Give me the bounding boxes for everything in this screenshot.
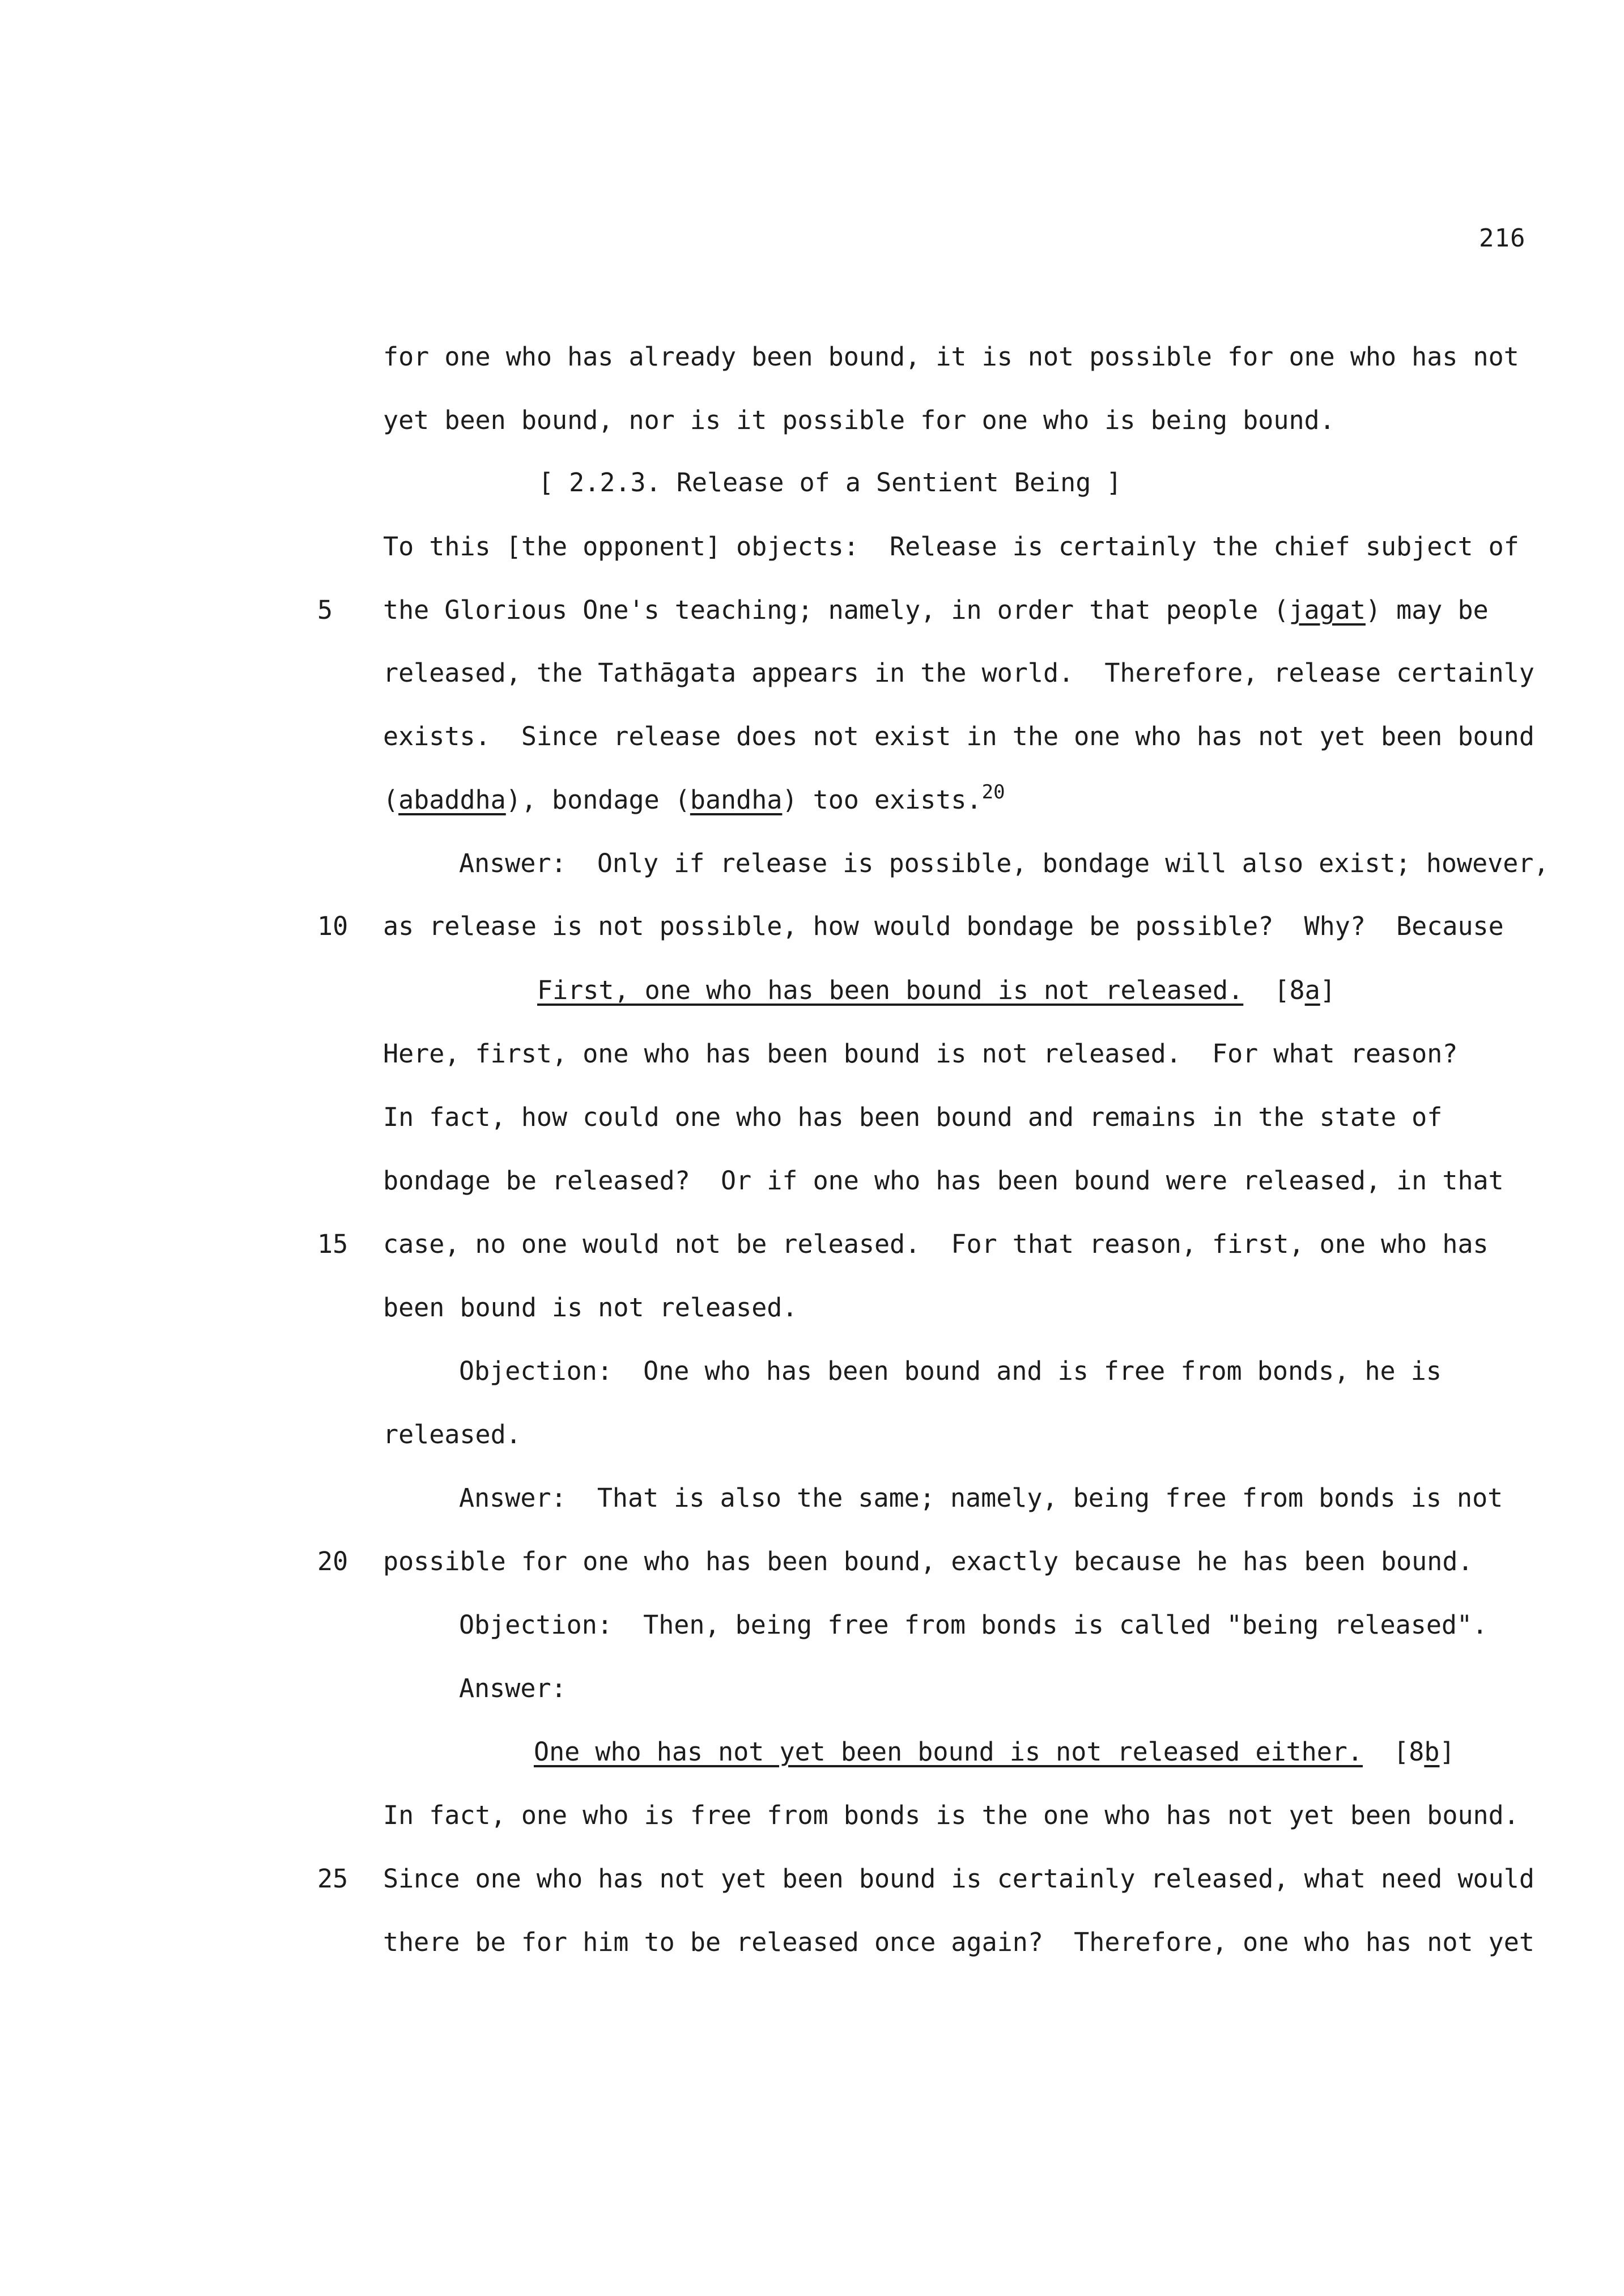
verse-line: One who has not yet been bound is not released either. [8b]	[534, 1737, 1455, 1767]
line-number: 25	[317, 1864, 348, 1894]
text-line: Objection: Then, being free from bonds is called "being released".	[459, 1610, 1488, 1640]
text-line: case, no one would not be released. For that reason, first, one who has	[383, 1229, 1489, 1259]
text-line: In fact, how could one who has been bound and remains in the state of	[383, 1102, 1443, 1132]
text-line: been bound is not released.	[383, 1292, 798, 1323]
term-abaddha: abaddha	[398, 785, 506, 815]
term-jagat: jagat	[1289, 595, 1366, 625]
text-line: released, the Tathāgata appears in the world. Therefore, release certainly	[383, 658, 1534, 688]
text-line: Here, first, one who has been bound is not released. For what reason?	[383, 1039, 1458, 1069]
section-heading: [ 2.2.3. Release of a Sentient Being ]	[538, 467, 1122, 498]
page-number: 216	[1479, 224, 1526, 253]
text-line: there be for him to be released once again? Therefore, one who has not yet	[383, 1927, 1534, 1957]
line-number: 20	[317, 1546, 348, 1576]
line-number: 15	[317, 1229, 348, 1259]
line-number: 5	[317, 595, 333, 625]
text-line: Objection: One who has been bound and is free from bonds, he is	[459, 1356, 1442, 1386]
text-line: To this [the opponent] objects: Release is certainly the chief subject of	[383, 532, 1519, 562]
text-line: Answer: Only if release is possible, bondage will also exist; however,	[459, 848, 1549, 878]
text-line: bondage be released? Or if one who has been bound were released, in that	[383, 1166, 1504, 1196]
text-line: exists. Since release does not exist in the one who has not yet been bound	[383, 721, 1534, 751]
footnote-marker: 20	[981, 781, 1005, 803]
text-line: Answer: That is also the same; namely, being free from bonds is not	[459, 1483, 1503, 1513]
text-line: In fact, one who is free from bonds is the one who has not yet been bound.	[383, 1800, 1519, 1830]
text-line: Answer:	[459, 1673, 567, 1703]
text-line: for one who has already been bound, it is not possible for one who has not	[383, 342, 1519, 372]
line-number: 10	[317, 911, 348, 941]
text-line: released.	[383, 1419, 521, 1449]
text-line: (abaddha), bondage (bandha) too exists.$^{20}$	[383, 781, 1005, 815]
text-line: yet been bound, nor is it possible for one who is being bound.	[383, 405, 1335, 435]
term-bandha: bandha	[690, 785, 783, 815]
verse-line: First, one who has been bound is not released. [8a]	[537, 975, 1336, 1005]
text-line: Since one who has not yet been bound is certainly released, what need would	[383, 1864, 1534, 1894]
text-line: as release is not possible, how would bondage be possible? Why? Because	[383, 911, 1504, 941]
text-line: possible for one who has been bound, exactly because he has been bound.	[383, 1546, 1473, 1576]
text-line: the Glorious One's teaching; namely, in order that people (jagat) may be	[383, 595, 1489, 625]
